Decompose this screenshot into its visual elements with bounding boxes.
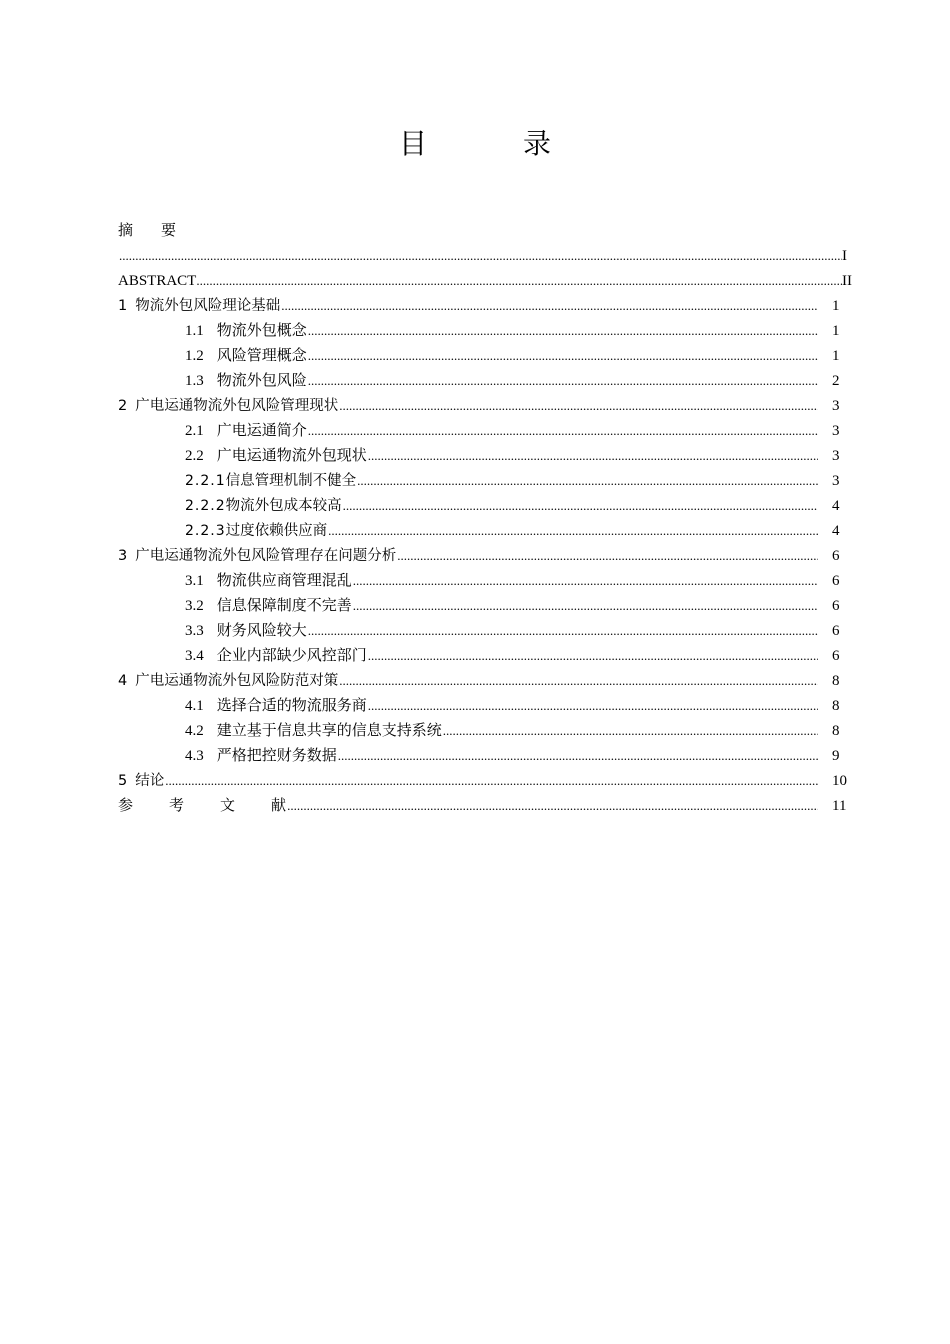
- toc-entry-label: 广电运通物流外包风险管理存在问题分析: [135, 548, 397, 564]
- toc-leader-dots: [308, 368, 818, 393]
- toc-entry-number: 3: [118, 548, 128, 564]
- toc-entry-3-4[interactable]: [118, 643, 854, 668]
- toc-entry-number: 1.3: [185, 373, 204, 389]
- toc-entry-page: 8: [832, 723, 840, 739]
- toc-entry-2-2[interactable]: [118, 443, 854, 468]
- toc-leader-dots: [338, 743, 818, 768]
- toc-entry-number: 3.2: [185, 598, 204, 614]
- toc-leader-dots: [308, 318, 818, 343]
- toc-entry-page: 1: [832, 323, 840, 339]
- toc-entry-label: 过度依赖供应商: [225, 523, 328, 539]
- toc-leader-dots: [343, 493, 818, 518]
- toc-leader-dots: [287, 793, 818, 818]
- toc-leader-dots: [165, 768, 818, 793]
- toc-leader-dots: [339, 668, 818, 693]
- toc-entry-number: 3.4: [185, 648, 204, 664]
- toc-entry-2-2-1[interactable]: [118, 468, 854, 493]
- toc-entry-page: 6: [832, 623, 840, 639]
- toc-leader-dots: [353, 568, 818, 593]
- table-of-contents: [118, 218, 854, 818]
- toc-leader-dots: [196, 268, 842, 293]
- toc-entry-number: 4.1: [185, 698, 204, 714]
- toc-entry-number: 2.2.1: [185, 473, 226, 489]
- toc-entry-page: 3: [832, 473, 840, 489]
- toc-entry-3[interactable]: [118, 543, 854, 568]
- toc-leader-dots: [339, 393, 818, 418]
- toc-entry-number: 4: [118, 673, 128, 689]
- toc-entry-number: 1.2: [185, 348, 204, 364]
- toc-entry-label: 物流供应商管理混乱: [216, 573, 352, 589]
- toc-entry-page: 3: [832, 423, 840, 439]
- toc-entry-number: 2: [118, 398, 128, 414]
- toc-entry-label: 物流外包风险理论基础: [135, 298, 281, 314]
- toc-leader-dots: [281, 293, 818, 318]
- toc-entry-4-2[interactable]: [118, 718, 854, 743]
- toc-entry-page: 6: [832, 648, 840, 664]
- toc-abstract-en-page: II: [842, 273, 852, 289]
- toc-entry-3-2[interactable]: [118, 593, 854, 618]
- toc-entry-number: 1.1: [185, 323, 204, 339]
- toc-entry-page: 3: [832, 448, 840, 464]
- toc-leader-dots: [308, 418, 818, 443]
- toc-abstract-en-label: ABSTRACT: [118, 273, 197, 289]
- toc-entry-page: 6: [832, 573, 840, 589]
- toc-entry-page: 2: [832, 373, 840, 389]
- toc-leader-dots: [368, 643, 818, 668]
- toc-leader-dots: [308, 343, 818, 368]
- toc-entry-label: 信息管理机制不健全: [225, 473, 357, 489]
- toc-entry-number: 4.3: [185, 748, 204, 764]
- toc-entry-2-2-3[interactable]: [118, 518, 854, 543]
- toc-leader-dots: [357, 468, 818, 493]
- toc-entry-label: 选择合适的物流服务商: [216, 698, 367, 714]
- toc-entry-1-1[interactable]: [118, 318, 854, 343]
- toc-leader-dots: [328, 518, 818, 543]
- toc-entry-label: 结论: [135, 773, 165, 789]
- toc-references-label: 参考文献: [118, 796, 287, 814]
- toc-entry-page: 8: [832, 673, 840, 689]
- toc-entry-label: 物流外包成本较高: [225, 498, 342, 514]
- toc-entry-page: 1: [832, 298, 840, 314]
- toc-entry-label: 广电运通简介: [216, 423, 307, 439]
- toc-entry-label: 物流外包概念: [216, 323, 307, 339]
- toc-references-row[interactable]: [118, 793, 854, 818]
- toc-entry-label: 建立基于信息共享的信息支持系统: [216, 723, 442, 739]
- toc-abstract-cn-label-row[interactable]: [118, 218, 854, 243]
- toc-entry-number: 5: [118, 773, 128, 789]
- toc-entry-number: 2.1: [185, 423, 204, 439]
- toc-abstract-en-row[interactable]: [118, 268, 854, 293]
- toc-leader-dots: [119, 243, 842, 268]
- toc-entry-4[interactable]: [118, 668, 854, 693]
- toc-entry-page: 6: [832, 548, 840, 564]
- toc-entry-label: 企业内部缺少风控部门: [216, 648, 367, 664]
- toc-entry-number: 2.2.3: [185, 523, 226, 539]
- toc-entry-number: 3.1: [185, 573, 204, 589]
- toc-entry-label: 物流外包风险: [216, 373, 307, 389]
- toc-entry-4-3[interactable]: [118, 743, 854, 768]
- toc-leader-dots: [397, 543, 818, 568]
- toc-leader-dots: [368, 443, 818, 468]
- toc-entry-2-1[interactable]: [118, 418, 854, 443]
- toc-entry-1-2[interactable]: [118, 343, 854, 368]
- toc-entry-number: 2.2: [185, 448, 204, 464]
- toc-entry-2[interactable]: [118, 393, 854, 418]
- toc-entry-page: 1: [832, 348, 840, 364]
- toc-entry-page: 6: [832, 598, 840, 614]
- toc-entry-3-3[interactable]: [118, 618, 854, 643]
- toc-abstract-cn-label: 摘要: [118, 221, 205, 239]
- toc-leader-dots: [308, 618, 818, 643]
- toc-entry-number: 1: [118, 298, 128, 314]
- toc-entry-4-1[interactable]: [118, 693, 854, 718]
- toc-leader-dots: [443, 718, 818, 743]
- toc-entry-page: 10: [832, 773, 847, 789]
- toc-leader-dots: [368, 693, 818, 718]
- toc-references-page: 11: [832, 798, 847, 814]
- toc-entry-label: 财务风险较大: [216, 623, 307, 639]
- toc-abstract-cn-page: I: [842, 248, 847, 264]
- toc-entry-page: 3: [832, 398, 840, 414]
- toc-entry-page: 4: [832, 498, 840, 514]
- toc-entry-label: 风险管理概念: [216, 348, 307, 364]
- toc-entry-1[interactable]: [118, 293, 854, 318]
- toc-entry-5[interactable]: [118, 768, 854, 793]
- toc-entry-page: 4: [832, 523, 840, 539]
- page-title: 目 录: [398, 127, 585, 160]
- toc-entry-label: 广电运通物流外包风险管理现状: [135, 398, 339, 414]
- toc-entry-label: 广电运通物流外包风险防范对策: [135, 673, 339, 689]
- toc-abstract-cn-leader-row[interactable]: [118, 243, 854, 268]
- toc-entry-2-2-2[interactable]: [118, 493, 854, 518]
- toc-entry-page: 9: [832, 748, 840, 764]
- toc-entry-number: 2.2.2: [185, 498, 226, 514]
- toc-entry-page: 8: [832, 698, 840, 714]
- toc-entry-number: 4.2: [185, 723, 204, 739]
- toc-entry-3-1[interactable]: [118, 568, 854, 593]
- toc-entries: [118, 293, 854, 793]
- toc-entry-label: 严格把控财务数据: [216, 748, 337, 764]
- toc-entry-label: 广电运通物流外包现状: [216, 448, 367, 464]
- toc-entry-number: 3.3: [185, 623, 204, 639]
- toc-entry-1-3[interactable]: [118, 368, 854, 393]
- toc-leader-dots: [353, 593, 818, 618]
- toc-entry-label: 信息保障制度不完善: [216, 598, 352, 614]
